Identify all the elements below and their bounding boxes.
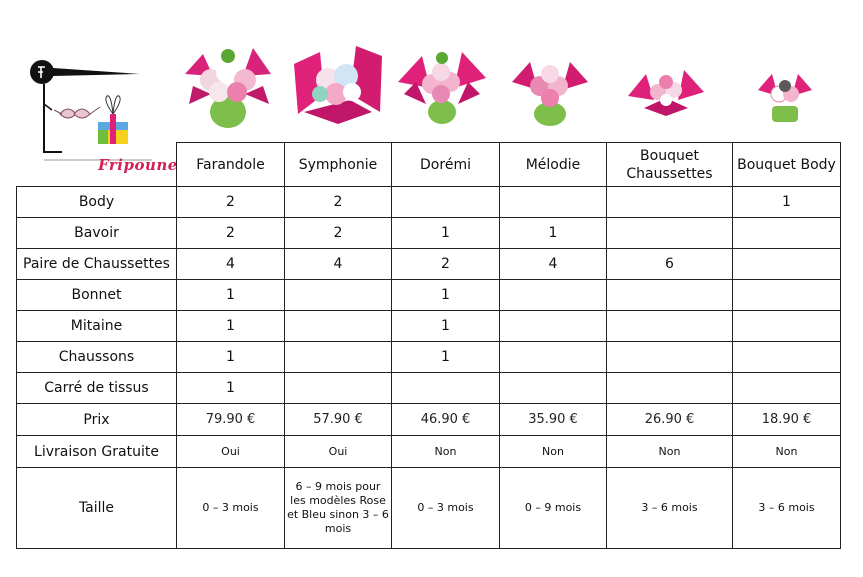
table-row-taille (17, 468, 841, 549)
header-row (17, 143, 841, 187)
price-cell: 46.90 € (392, 404, 500, 436)
table-cell (607, 373, 733, 404)
price-cell: 79.90 € (177, 404, 285, 436)
table-cell (733, 249, 841, 280)
col-header-bouquet-body: Bouquet Body (733, 143, 841, 187)
table-cell (607, 280, 733, 311)
bouquet-icon (396, 34, 488, 130)
table-cell (285, 311, 392, 342)
table-cell: 2 (177, 187, 285, 218)
col-header-melodie: Mélodie (500, 143, 607, 187)
table-cell: 3 – 6 mois (733, 468, 841, 549)
table-cell (500, 311, 607, 342)
col-header-symphonie: Symphonie (285, 143, 392, 187)
table-row-prix (17, 404, 841, 436)
table-cell: Oui (177, 436, 285, 468)
bouquet-body-image (754, 34, 816, 130)
table-cell: 1 (177, 280, 285, 311)
table-cell: 4 (177, 249, 285, 280)
table-cell: 0 – 3 mois (392, 468, 500, 549)
col-header-doremi: Dorémi (392, 143, 500, 187)
price-cell: 35.90 € (500, 404, 607, 436)
table-row (17, 280, 841, 311)
bouquet-doremi-image (396, 34, 488, 130)
price-cell: 18.90 € (733, 404, 841, 436)
table-cell: 1 (392, 342, 500, 373)
table-row (17, 342, 841, 373)
bouquet-farandole-image (183, 34, 273, 130)
table-cell: Non (733, 436, 841, 468)
table-cell: 3 – 6 mois (607, 468, 733, 549)
col-header-farandole: Farandole (177, 143, 285, 187)
bouquet-melodie-image (508, 34, 592, 130)
table-cell: Non (500, 436, 607, 468)
table-cell: 1 (392, 311, 500, 342)
table-cell: Non (607, 436, 733, 468)
table-cell (733, 373, 841, 404)
row-label: Paire de Chaussettes (17, 249, 177, 280)
table-cell (607, 218, 733, 249)
bouquet-icon (183, 34, 273, 130)
table-cell (500, 342, 607, 373)
table-cell: 1 (177, 311, 285, 342)
table-cell (607, 187, 733, 218)
bouquet-icon (624, 34, 708, 130)
row-label: Bavoir (17, 218, 177, 249)
table-cell (607, 342, 733, 373)
table-cell: 6 (607, 249, 733, 280)
table-cell: 4 (500, 249, 607, 280)
row-label: Prix (17, 404, 177, 436)
table-cell: 0 – 9 mois (500, 468, 607, 549)
row-label: Chaussons (17, 342, 177, 373)
table-cell (733, 311, 841, 342)
table-cell: 1 (177, 342, 285, 373)
table-cell: 1 (392, 218, 500, 249)
price-cell: 26.90 € (607, 404, 733, 436)
table-cell (392, 187, 500, 218)
table-cell: 1 (500, 218, 607, 249)
row-label: Carré de tissus (17, 373, 177, 404)
table-row (17, 373, 841, 404)
row-label: Livraison Gratuite (17, 436, 177, 468)
bouquet-icon (290, 34, 386, 130)
table-cell (733, 280, 841, 311)
price-cell: 57.90 € (285, 404, 392, 436)
bouquet-icon (754, 34, 816, 130)
table-cell: Oui (285, 436, 392, 468)
bouquet-chaussettes-image (624, 34, 708, 130)
table-cell (500, 373, 607, 404)
table-cell (733, 218, 841, 249)
table-row (17, 218, 841, 249)
table-row (17, 187, 841, 218)
table-cell (285, 280, 392, 311)
table-cell: 4 (285, 249, 392, 280)
row-label: Taille (17, 468, 177, 549)
table-cell (392, 373, 500, 404)
col-header-bouquet-chaussettes: Bouquet Chaussettes (607, 143, 733, 187)
comparison-table (16, 142, 841, 549)
table-cell: 2 (285, 187, 392, 218)
table-cell (500, 280, 607, 311)
table-row-livraison (17, 436, 841, 468)
table-cell: 1 (392, 280, 500, 311)
table-cell: 2 (285, 218, 392, 249)
table-cell: 2 (177, 218, 285, 249)
table-cell: 1 (733, 187, 841, 218)
bouquet-symphonie-image (290, 34, 386, 130)
table-cell (285, 373, 392, 404)
table-row (17, 311, 841, 342)
table-cell (285, 342, 392, 373)
row-label: Bonnet (17, 280, 177, 311)
brand-name: Fripoune (98, 156, 178, 174)
table-cell (607, 311, 733, 342)
bouquet-icon (508, 34, 592, 130)
table-cell: 6 – 9 mois pour les modèles Rose et Bleu sinon 3 – 6 mois (285, 468, 392, 549)
table-cell (733, 342, 841, 373)
row-label: Mitaine (17, 311, 177, 342)
table-cell: 2 (392, 249, 500, 280)
table-row (17, 249, 841, 280)
corner-cell (17, 143, 177, 187)
table-cell: 0 – 3 mois (177, 468, 285, 549)
table-cell: 1 (177, 373, 285, 404)
table-cell (500, 187, 607, 218)
table-cell: Non (392, 436, 500, 468)
row-label: Body (17, 187, 177, 218)
